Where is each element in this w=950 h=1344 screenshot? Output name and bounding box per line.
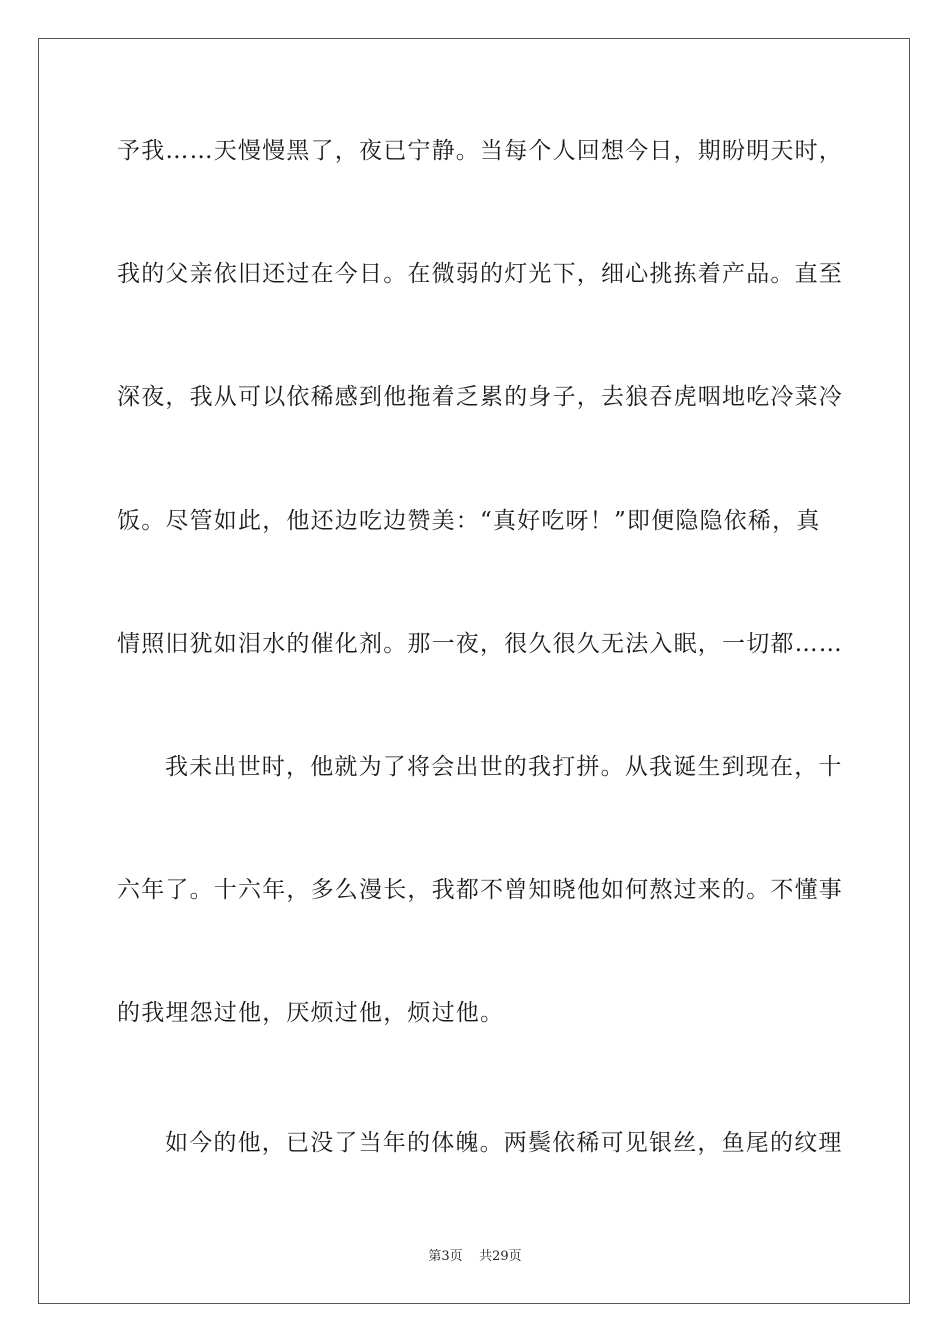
page-total: 共29页 [479,1249,522,1264]
page-number: 第3页 [428,1249,463,1264]
text-line: 饭。尽管如此，他还边吃边赞美：“真好吃呀！”即便隐隐依稀，真 [117,508,821,534]
text-line: 情照旧犹如泪水的催化剂。那一夜，很久很久无法入眠，一切都…… [117,631,843,657]
text-line: 深夜，我从可以依稀感到他拖着乏累的身子，去狼吞虎咽地吃冷菜冷 [117,384,843,410]
text-line: 我的父亲依旧还过在今日。在微弱的灯光下，细心挑拣着产品。直至 [117,261,843,287]
page-border [38,38,910,1304]
text-line: 予我……天慢慢黑了，夜已宁静。当每个人回想今日，期盼明天时， [117,138,843,164]
text-line: 六年了。十六年，多么漫长，我都不曾知晓他如何熬过来的。不懂事 [117,877,843,903]
paragraph-first-line: 如今的他，已没了当年的体魄。两鬓依稀可见银丝，鱼尾的纹理 [165,1130,843,1156]
page-footer [0,1248,950,1266]
paragraph-first-line: 我未出世时，他就为了将会出世的我打拼。从我诞生到现在，十 [165,754,843,780]
text-line: 的我埋怨过他，厌烦过他，烦过他。 [117,1000,505,1026]
